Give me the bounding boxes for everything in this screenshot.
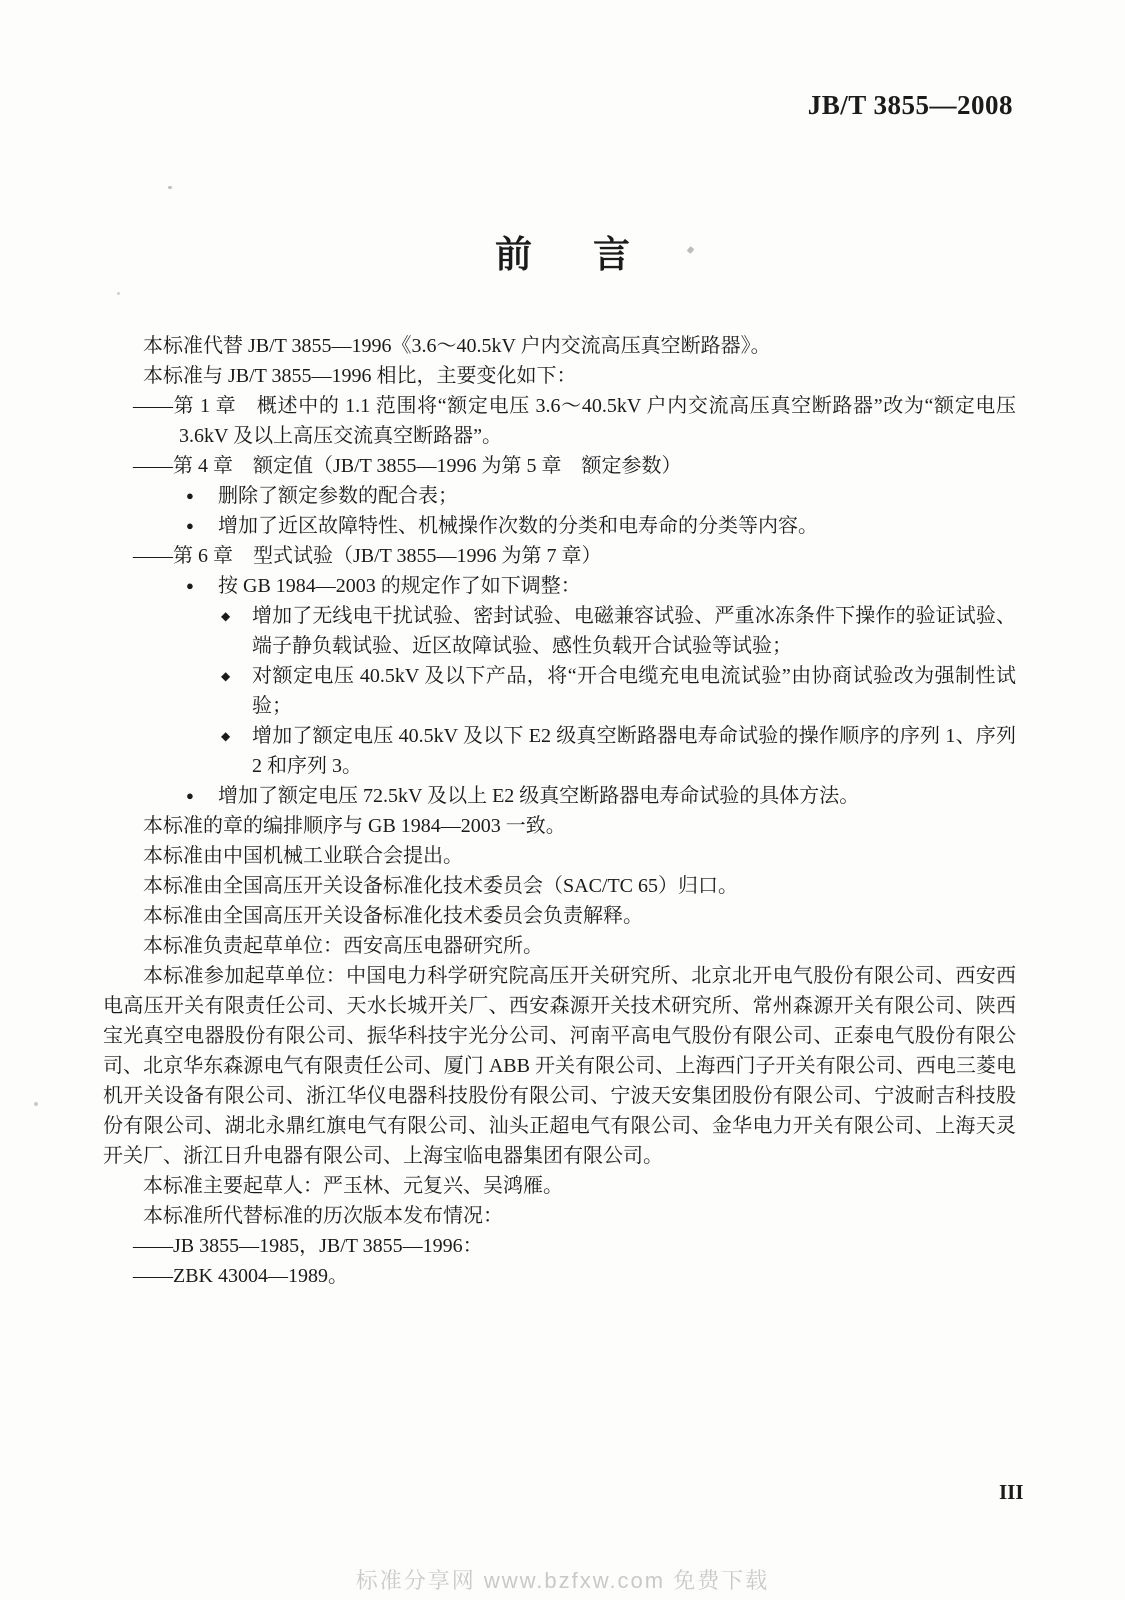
paragraph: 本标准主要起草人：严玉林、元复兴、吴鸿雁。 [143,1175,563,1197]
sub-bullet-item [103,661,1016,721]
dash-item: ——第 4 章 额定值（JB/T 3855—1996 为第 5 章 额定参数） [133,455,682,477]
page-number: III [999,1480,1024,1504]
scan-speck [117,292,120,295]
paragraph: 本标准参加起草单位：中国电力科学研究院高压开关研究所、北京北开电气股份有限公司、西安西电高压开关有限责任公司、天水长城开关厂、西安森源开关技术研究所、常州森源开关有限公司、陕西宝光真空电器股份有限公司、振华科技宇光分公司、河南平高电气股份有限公司、正泰电气股份有限公司、北京华东森源电气有限责任公司、厦门 ABB 开关有限公司、上海西门子开关有限公司、西电三菱电机开关设备有限公司、浙江华仪电器科技股份有限公司、宁波天安集团股份有限公司、宁波耐吉科技股份有限公司、湖北永鼎红旗电气有限公司、汕头正超电气有限公司、金华电力开关有限公司、上海天灵开关厂、浙江日升电器有限公司、上海宝临电器集团有限公司。 [103,965,1016,1167]
dash-item: ——ZBK 43004—1989。 [133,1265,348,1287]
dash-item: ——JB 3855—1985，JB/T 3855—1996： [133,1235,483,1257]
bullet-icon: ● [186,578,194,593]
sub-bullet-item [103,721,1016,781]
bullet-icon: ● [186,518,194,533]
paragraph: 本标准负责起草单位：西安高压电器研究所。 [143,935,543,957]
diamond-icon: ◆ [221,729,231,743]
paragraph: 本标准代替 JB/T 3855—1996《3.6～40.5kV 户内交流高压真空断路器》。 [143,335,771,357]
item-text: 对额定电压 40.5kV 及以下产品，将“开合电缆充电电流试验”由协商试验改为强制性试验； [252,665,1016,717]
sub-bullet-item [103,601,1016,661]
bullet-item [103,571,1016,601]
item-text: 增加了额定电压 40.5kV 及以下 E2 级真空断路器电寿命试验的操作顺序的序列 1、序列 2 和序列 3。 [252,725,1016,777]
item-text: 增加了额定电压 72.5kV 及以上 E2 级真空断路器电寿命试验的具体方法。 [218,785,860,807]
bullet-icon: ● [186,788,194,803]
paragraph: 本标准由全国高压开关设备标准化技术委员会负责解释。 [143,905,643,927]
foreword-title: 前 言 [495,234,642,275]
diamond-icon: ◆ [221,609,231,623]
item-text: 增加了近区故障特性、机械操作次数的分类和电寿命的分类等内容。 [218,515,818,537]
standard-number: JB/T 3855—2008 [807,90,1013,120]
paragraph: 本标准由全国高压开关设备标准化技术委员会（SAC/TC 65）归口。 [143,875,739,897]
paragraph: 本标准的章的编排顺序与 GB 1984—2003 一致。 [143,815,566,837]
scan-speck [34,1102,38,1106]
bullet-item [103,511,1016,541]
foreword-body [103,331,1016,1291]
dash-item: ——第 1 章 概述中的 1.1 范围将“额定电压 3.6～40.5kV 户内交流高压真空断路器”改为“额定电压 3.6kV 及以上高压交流真空断路器”。 [133,395,1016,447]
paragraph: 本标准与 JB/T 3855—1996 相比，主要变化如下： [143,365,577,387]
item-text: 删除了额定参数的配合表； [218,485,458,507]
diamond-icon: ◆ [221,669,231,683]
paragraph: 本标准所代替标准的历次版本发布情况： [143,1205,503,1227]
item-text: 增加了无线电干扰试验、密封试验、电磁兼容试验、严重冰冻条件下操作的验证试验、端子静负载试验、近区故障试验、感性负载开合试验等试验； [252,605,1016,657]
bullet-item [103,481,1016,511]
dash-item: ——第 6 章 型式试验（JB/T 3855—1996 为第 7 章） [133,545,602,567]
bullet-icon: ● [186,488,194,503]
scan-speck [168,186,172,189]
paragraph: 本标准由中国机械工业联合会提出。 [143,845,463,867]
bullet-item [103,781,1016,811]
item-text: 按 GB 1984—2003 的规定作了如下调整： [218,575,581,597]
watermark-text: 标准分享网 www.bzfxw.com 免费下载 [355,1568,770,1593]
